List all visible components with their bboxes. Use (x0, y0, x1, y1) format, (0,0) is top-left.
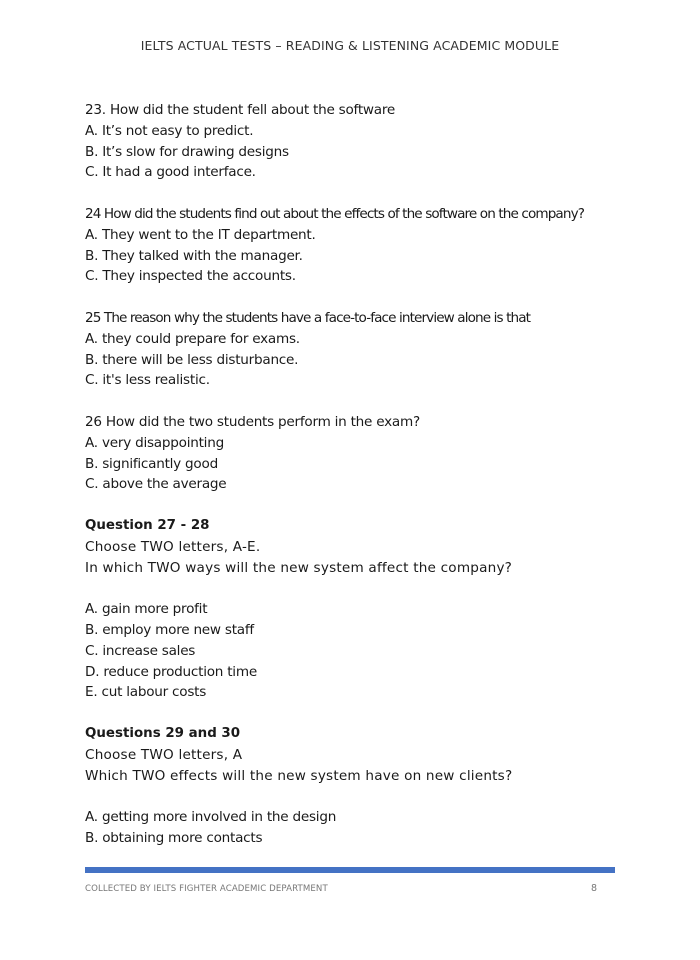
option-c: C. above the average (85, 476, 227, 493)
question-prompt: 26 How did the two students perform in the exam? (85, 413, 420, 430)
option-c: C. it's less realistic. (85, 372, 210, 389)
question-prompt: 23. How did the student fell about the software (85, 102, 396, 118)
option-a: A. getting more involved in the design (85, 809, 337, 826)
question-prompt: 24 How did the students find out about the effects of the software on the company? (85, 205, 585, 222)
page-content (85, 100, 625, 849)
option-c: C. It had a good interface. (85, 164, 256, 181)
section-prompt: In which TWO ways will the new system affect the company? (85, 559, 513, 576)
option-a: A. They went to the IT department. (85, 226, 316, 243)
section-27-28-header (85, 516, 625, 578)
section-29-30-options (85, 807, 625, 849)
section-instruction: Choose TWO letters, A (85, 746, 243, 763)
option-e: E. cut labour costs (85, 684, 207, 701)
question-26 (85, 412, 625, 495)
option-c: C. They inspected the accounts. (85, 268, 296, 285)
option-b: B. employ more new staff (85, 621, 254, 638)
option-b: B. obtaining more contacts (85, 829, 263, 846)
option-a: A. gain more profit (85, 601, 208, 618)
option-a: A. It’s not easy to predict. (85, 122, 254, 139)
section-heading: Question 27 - 28 (85, 517, 210, 533)
option-d: D. reduce production time (85, 663, 257, 680)
section-instruction: Choose TWO letters, A-E. (85, 538, 261, 555)
option-c: C. increase sales (85, 642, 196, 659)
option-b: B. They talked with the manager. (85, 247, 303, 264)
question-prompt: 25 The reason why the students have a face-to-face interview alone is that (85, 309, 531, 326)
page-number: 8 (591, 883, 598, 894)
footer-divider-bar (85, 867, 615, 873)
section-27-28-options (85, 599, 625, 703)
section-heading: Questions 29 and 30 (85, 725, 241, 741)
option-b: B. significantly good (85, 455, 218, 472)
footer-text: COLLECTED BY IELTS FIGHTER ACADEMIC DEPARTMENT (85, 884, 328, 894)
section-prompt: Which TWO effects will the new system have on new clients? (85, 767, 513, 784)
option-a: A. very disappointing (85, 434, 224, 451)
option-b: B. It’s slow for drawing designs (85, 143, 289, 160)
option-a: A. they could prepare for exams. (85, 330, 300, 347)
option-b: B. there will be less disturbance. (85, 351, 299, 368)
question-23 (85, 100, 625, 183)
question-25 (85, 308, 625, 391)
section-29-30-header (85, 724, 625, 786)
question-24 (85, 204, 625, 287)
page-header-title: IELTS ACTUAL TESTS – READING & LISTENING ACADEMIC MODULE (140, 38, 560, 53)
